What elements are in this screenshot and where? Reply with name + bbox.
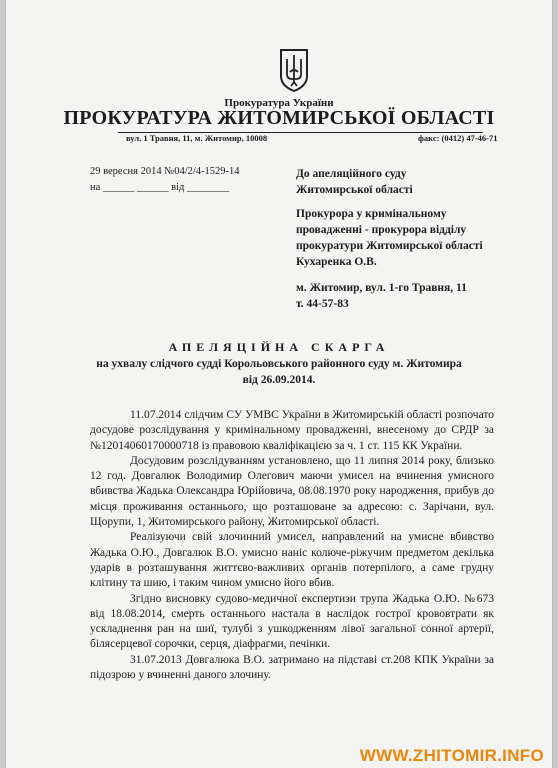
document-subheading-date: від 26.09.2014. xyxy=(242,374,316,386)
document-heading: АПЕЛЯЦІЙНА СКАРГА xyxy=(168,340,390,354)
document-subheading: на ухвалу слідчого судді Корольовського районного суду м. Житомира xyxy=(96,358,462,370)
sender-phone: т. 44-57-83 xyxy=(296,298,349,310)
body-paragraph: Досудовим розслідуванням установлено, що 11 липня 2014 року, близько 12 год. Довгалюк Володимир Олегович маючи умисел на вчинення умисного вбивства Жадька Олександра Юрійовича, 08.08.1970 року народження, прибув до місця проживання останнього, що розташоване за адресою: с. Зарічани, вул. Щорупи, 1, Житомирського району, Житомирської області. xyxy=(90,454,494,529)
sender-address: м. Житомир, вул. 1-го Травня, 11 xyxy=(296,282,467,294)
body-paragraph: 31.07.2013 Довгалюка В.О. затримано на підставі ст.208 КПК України за підозрою у вчиненні даного злочину. xyxy=(90,653,494,682)
organization-title: ПРОКУРАТУРА ЖИТОМИРСЬКОЇ ОБЛАСТІ xyxy=(63,107,495,129)
body-paragraph: Згідно висновку судово-медичної експертизи трупа Жадька О.Ю. №673 від 18.08.2014, смерть останнього настала в наслідок гострої крововтрати як ускладнення ран на шиї, тулубі з ушкодженням лівої загальної сонної артерії, білясерцевої сорочки, серця, діафрагми, печінки. xyxy=(90,592,494,651)
body-paragraph: 11.07.2014 слідчим СУ УМВС України в Житомирській області розпочато досудове розслідування у кримінальному провадженні, внесеному до СРДР за №12014060170000718 із правовою кваліфікацією за ч. 1 ст. 115 КК України. xyxy=(90,409,494,452)
sender-line: прокуратури Житомирської області xyxy=(296,240,483,252)
incoming-reference: на ______ ______ від ________ xyxy=(90,182,229,193)
recipient-line: До апеляційного суду xyxy=(296,168,407,180)
document-page xyxy=(6,0,552,768)
outgoing-reference: 29 вересня 2014 №04/2/4-1529-14 xyxy=(90,166,240,177)
trident-coat-of-arms-icon xyxy=(278,48,310,92)
site-watermark: WWW.ZHITOMIR.INFO xyxy=(359,746,544,765)
ministry-subtitle: Прокуратура України xyxy=(224,97,334,109)
organization-address: вул. 1 Травня, 11, м. Житомир, 10008 xyxy=(126,133,268,143)
organization-fax: факс: (0412) 47-46-71 xyxy=(418,133,498,143)
document-body xyxy=(90,408,494,683)
recipient-line: Житомирської області xyxy=(296,184,413,196)
body-paragraph: Реалізуючи свій злочинний умисел, направлений на умисне вбивство Жадька О.Ю., Довгалюк В.О. умисно наніс колюче-ріжучим предметом декілька ударів в розташування життєво-важливих органів потерпілого, а саме грудну клітину та шию, і таким чином умисно його вбив. xyxy=(90,531,494,590)
sender-line: Прокурора у кримінальному xyxy=(296,208,447,220)
sender-name: Кухаренка О.В. xyxy=(296,256,377,268)
sender-line: провадженні - прокурора відділу xyxy=(296,224,467,236)
